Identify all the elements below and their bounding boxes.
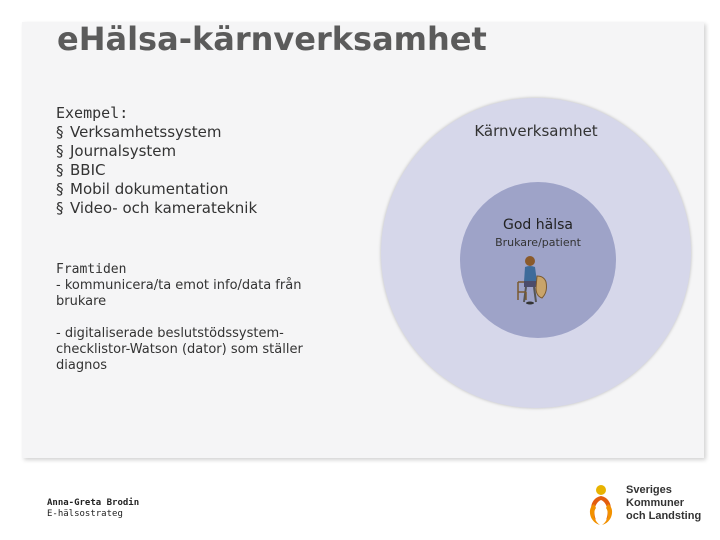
logo-line: Kommuner bbox=[626, 497, 685, 509]
list-item-label: Journalsystem bbox=[70, 142, 177, 160]
list-item bbox=[56, 161, 257, 180]
list-item-label: Video- och kamerateknik bbox=[70, 199, 258, 217]
future-point-communication: - kommunicera/ta emot info/data från brukare bbox=[56, 278, 302, 309]
future-section bbox=[56, 262, 346, 390]
list-item bbox=[56, 199, 257, 218]
logo-line: Sveriges bbox=[626, 484, 672, 496]
examples-heading: Exempel: bbox=[56, 104, 129, 122]
examples-section bbox=[56, 104, 257, 218]
seated-person-icon bbox=[510, 252, 556, 308]
list-item bbox=[56, 180, 257, 199]
patient-label: Brukare/patient bbox=[495, 236, 581, 249]
skl-logo-icon bbox=[584, 478, 624, 528]
bullet-icon: § bbox=[56, 142, 64, 160]
logo-text bbox=[626, 484, 701, 523]
examples-list bbox=[56, 123, 257, 218]
bullet-icon: § bbox=[56, 161, 64, 179]
list-item-label: Verksamhetssystem bbox=[70, 123, 222, 141]
future-heading: Framtiden bbox=[56, 262, 127, 277]
list-item bbox=[56, 123, 257, 142]
core-business-label: Kärnverksamhet bbox=[474, 122, 598, 140]
list-item-label: BBIC bbox=[70, 161, 106, 179]
author-block bbox=[47, 498, 139, 520]
author-title: E-hälsostrateg bbox=[47, 509, 123, 519]
future-point-decision-support: - digitaliserade beslutstödssystem- checklistor-Watson (dator) som ställer diagnos bbox=[56, 326, 303, 373]
list-item-label: Mobil dokumentation bbox=[70, 180, 229, 198]
good-health-label: God hälsa bbox=[503, 217, 573, 233]
logo-line: och Landsting bbox=[626, 510, 702, 522]
bullet-icon: § bbox=[56, 123, 64, 141]
slide-title: eHälsa-kärnverksamhet bbox=[57, 20, 487, 58]
bullet-icon: § bbox=[56, 180, 64, 198]
author-name: Anna-Greta Brodin bbox=[47, 498, 140, 508]
list-item bbox=[56, 142, 257, 161]
bullet-icon: § bbox=[56, 199, 64, 217]
